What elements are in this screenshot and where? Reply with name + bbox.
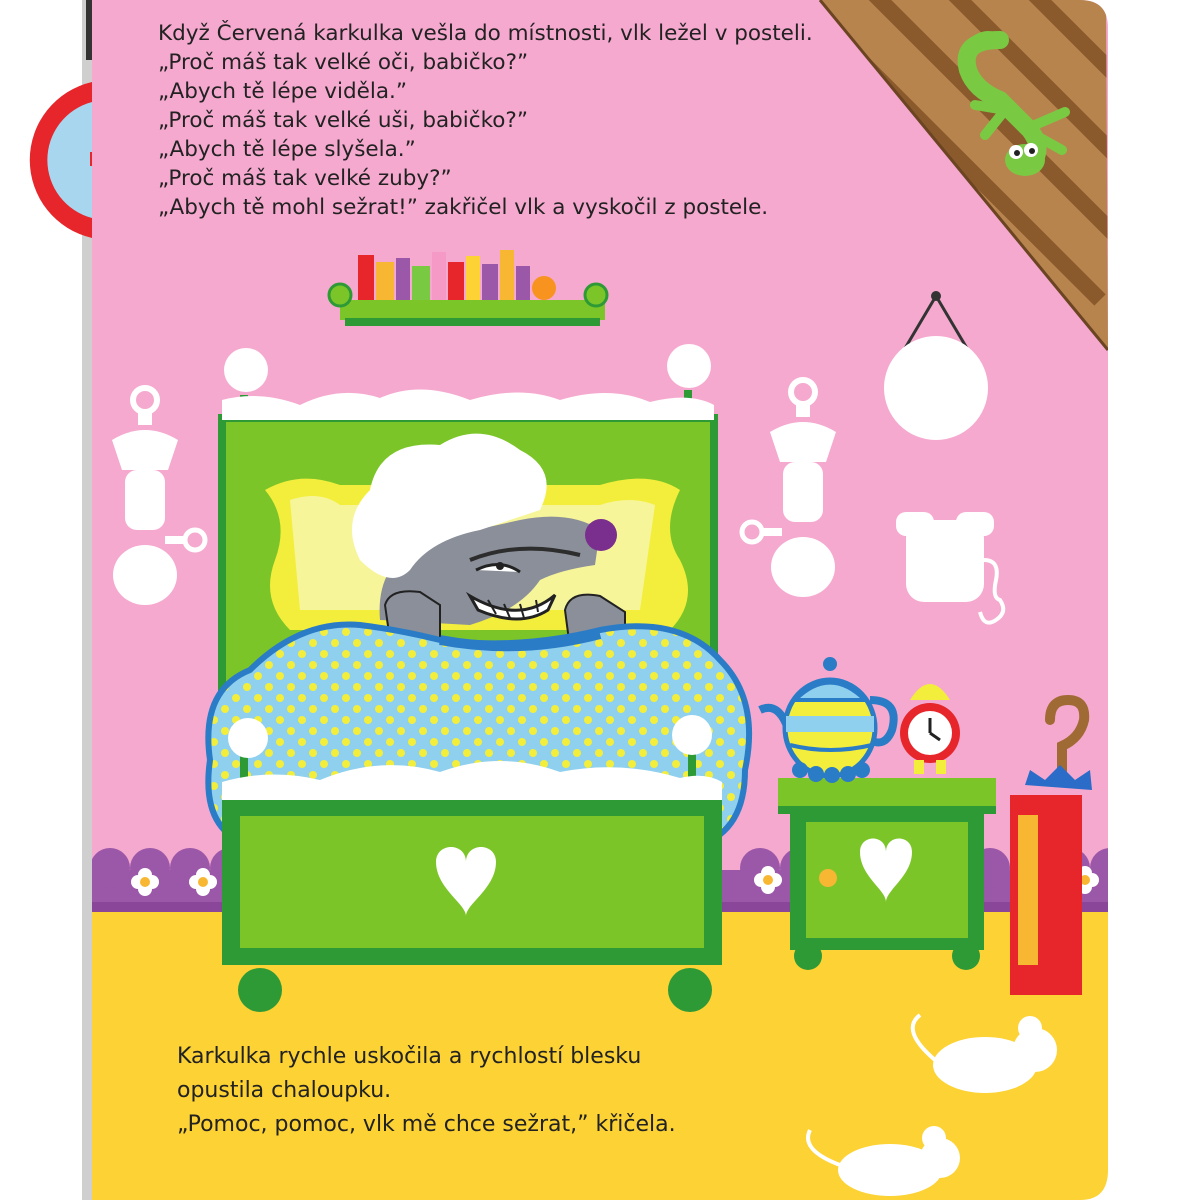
story-text-bottom: [177, 1040, 676, 1142]
story-line: „Proč máš tak velké zuby?”: [158, 166, 452, 191]
story-line: opustila chaloupku.: [177, 1078, 392, 1103]
story-line: „Abych tě lépe slyšela.”: [158, 137, 416, 162]
story-line: „Proč máš tak velké uši, babičko?”: [158, 108, 528, 133]
story-text-top: [158, 19, 813, 222]
story-line: „Abych tě mohl sežrat!” zakřičel vlk a vyskočil z postele.: [158, 195, 769, 220]
story-line: Karkulka rychle uskočila a rychlostí blesku: [177, 1044, 642, 1069]
nightstand: [778, 778, 996, 970]
story-line: „Abych tě lépe viděla.”: [158, 79, 407, 104]
story-line: Když Červená karkulka vešla do místnosti, vlk ležel v posteli.: [158, 21, 813, 46]
story-line: „Proč máš tak velké oči, babičko?”: [158, 50, 529, 75]
story-line: „Pomoc, pomoc, vlk mě chce sežrat,” křičela.: [177, 1112, 676, 1137]
